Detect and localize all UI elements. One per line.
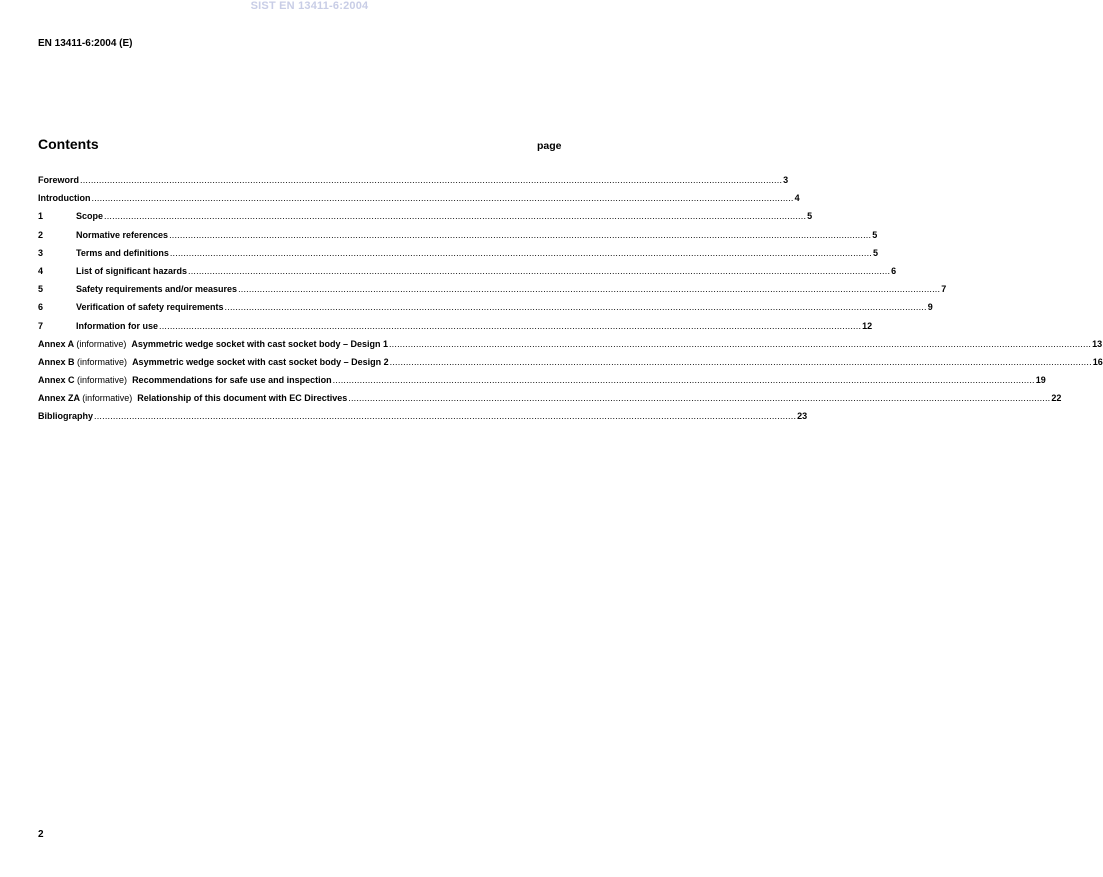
toc-entry-page: 5: [807, 211, 813, 222]
toc-entry-label: [38, 193, 91, 203]
toc-entry-number: 5: [38, 284, 44, 295]
toc-entry[interactable]: [38, 393, 1062, 411]
toc-entry-label: [38, 357, 389, 367]
entry-title: Bibliography: [38, 411, 94, 422]
toc-entry[interactable]: [38, 356, 1103, 375]
annex-number: Annex B: [38, 356, 75, 367]
leader-dots: [188, 266, 890, 276]
toc-entry[interactable]: [38, 284, 947, 302]
toc-entry-page: 7: [941, 284, 947, 295]
entry-title: List of significant hazards: [76, 265, 188, 276]
entry-title: Normative references: [76, 229, 169, 240]
toc-entry-page: 13: [1092, 338, 1103, 349]
leader-dots: [170, 248, 872, 258]
annex-kind: (informative): [76, 338, 127, 349]
toc-entry[interactable]: [38, 247, 878, 266]
toc-entry[interactable]: [38, 411, 808, 429]
annex-title: Recommendations for safe use and inspection: [132, 375, 332, 386]
toc-entry-label: [38, 339, 388, 349]
leader-dots: [94, 411, 796, 421]
toc-entry-label: [76, 211, 103, 221]
toc-entry-number: 7: [38, 320, 44, 331]
annex-number: Annex C: [38, 375, 75, 386]
entry-title: Verification of safety requirements: [76, 302, 224, 313]
page-column-label: page: [537, 140, 562, 152]
leader-dots: [80, 175, 782, 185]
page-number: 2: [38, 829, 44, 840]
leader-dots: [169, 230, 871, 240]
toc-entry-page: 19: [1035, 375, 1046, 386]
toc-entry-page: 12: [862, 320, 873, 331]
annex-title: Relationship of this document with EC Directives: [137, 393, 348, 404]
entry-title: Safety requirements and/or measures: [76, 284, 238, 295]
toc-entry-page: 6: [891, 265, 897, 276]
toc-entry[interactable]: [38, 302, 933, 320]
leader-dots: [348, 393, 1050, 403]
toc-entry-number: 4: [38, 265, 44, 276]
toc-entry-page: 16: [1092, 356, 1103, 367]
toc-entry-page: 23: [797, 411, 808, 422]
toc-entry-label: [76, 230, 168, 240]
leader-dots: [389, 339, 1091, 349]
toc-entry-page: 22: [1051, 393, 1062, 404]
entry-title: Foreword: [38, 175, 80, 185]
watermark: SIST EN 13411-6:2004: [250, 0, 369, 12]
toc-entry-page: 3: [783, 175, 789, 185]
toc-entry[interactable]: [38, 320, 873, 339]
leader-dots: [159, 321, 861, 331]
entry-title: Information for use: [76, 320, 159, 331]
leader-dots: [333, 375, 1035, 385]
annex-kind: (informative): [82, 393, 133, 404]
annex-number: Annex ZA: [38, 393, 80, 404]
toc-entry-label: [76, 321, 158, 331]
document-id: EN 13411-6:2004 (E): [38, 38, 133, 49]
leader-dots: [390, 357, 1092, 367]
annex-kind: (informative): [77, 375, 128, 386]
toc-entry[interactable]: [38, 229, 878, 248]
toc-entry[interactable]: [38, 211, 813, 229]
table-of-contents: [38, 175, 1103, 430]
toc-entry-label: [76, 266, 187, 276]
toc-entry-label: [38, 175, 79, 185]
toc-entry-page: 4: [794, 193, 800, 204]
leader-dots: [238, 284, 940, 294]
toc-entry[interactable]: [38, 193, 800, 211]
toc-entry-label: [38, 411, 93, 421]
toc-entry-number: 3: [38, 247, 44, 258]
toc-entry-label: [38, 393, 347, 403]
contents-title: Contents: [38, 136, 99, 152]
toc-entry-label: [76, 284, 237, 294]
toc-entry-label: [76, 248, 169, 258]
entry-title: Scope: [76, 211, 104, 222]
annex-title: Asymmetric wedge socket with cast socket body – Design 2: [132, 356, 389, 367]
toc-entry-number: 1: [38, 211, 44, 222]
toc-entry-page: 5: [872, 229, 878, 240]
entry-title: Terms and definitions: [76, 247, 169, 258]
toc-entry[interactable]: [38, 175, 789, 193]
toc-entry[interactable]: [38, 338, 1103, 357]
annex-number: Annex A: [38, 338, 74, 349]
leader-dots: [225, 302, 927, 312]
leader-dots: [104, 211, 806, 221]
annex-title: Asymmetric wedge socket with cast socket body – Design 1: [131, 338, 388, 349]
toc-entry-label: [76, 302, 224, 312]
toc-entry-page: 9: [927, 302, 933, 313]
annex-kind: (informative): [77, 356, 128, 367]
entry-title: Introduction: [38, 193, 91, 204]
toc-entry[interactable]: [38, 375, 1046, 393]
toc-entry-label: [38, 375, 332, 385]
toc-entry-number: 2: [38, 229, 44, 240]
toc-entry-page: 5: [872, 247, 878, 258]
toc-entry[interactable]: [38, 265, 897, 284]
toc-entry-number: 6: [38, 302, 44, 313]
leader-dots: [92, 193, 794, 203]
